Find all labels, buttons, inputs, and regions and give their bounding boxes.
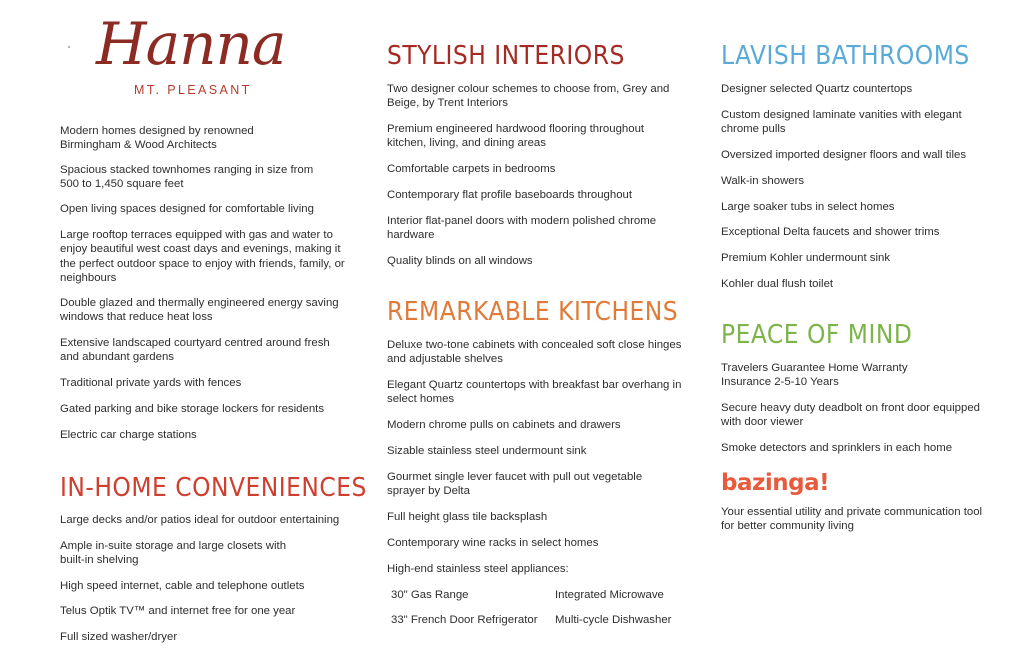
logo-location: MT. PLEASANT — [134, 83, 252, 97]
interior-item: Contemporary flat profile baseboards throughout — [387, 189, 633, 201]
bazinga-description: Your essential utility and private communication tool for better community living — [721, 506, 983, 533]
interior-item: Premium engineered hardwood flooring throughout kitchen, living, and dining areas — [387, 123, 645, 150]
feature-item: Extensive landscaped courtyard centred around fresh and abundant gardens — [60, 337, 330, 364]
in-home-conveniences-heading: IN-HOME CONVENIENCES — [60, 473, 367, 503]
peace-item: Secure heavy duty deadbolt on front door equipped with door viewer — [721, 402, 981, 429]
peace-item: Smoke detectors and sprinklers in each home — [721, 442, 953, 454]
convenience-item: Ample in-suite storage and large closets with built-in shelving — [60, 540, 287, 567]
bathroom-item: Walk-in showers — [721, 175, 805, 187]
kitchen-item: Contemporary wine racks in select homes — [387, 537, 599, 549]
lavish-bathrooms-heading: LAVISH BATHROOMS — [721, 41, 970, 71]
convenience-item: Large decks and/or patios ideal for outdoor entertaining — [60, 514, 340, 526]
feature-item: Modern homes designed by renowned Birmingham & Wood Architects — [60, 125, 254, 152]
bathroom-item: Designer selected Quartz countertops — [721, 83, 913, 95]
bathroom-item: Exceptional Delta faucets and shower trims — [721, 226, 940, 238]
feature-item: Gated parking and bike storage lockers for residents — [60, 403, 325, 415]
convenience-item: High speed internet, cable and telephone outlets — [60, 580, 305, 592]
hanna-logo — [96, 8, 286, 104]
bathroom-item: Custom designed laminate vanities with elegant chrome pulls — [721, 109, 962, 136]
interior-item: Quality blinds on all windows — [387, 255, 533, 267]
bathroom-item: Oversized imported designer floors and wall tiles — [721, 149, 967, 161]
peace-of-mind-heading: PEACE OF MIND — [721, 320, 913, 350]
feature-item: Traditional private yards with fences — [60, 377, 242, 389]
interior-item: Interior flat-panel doors with modern polished chrome hardware — [387, 215, 657, 242]
kitchen-item: Modern chrome pulls on cabinets and drawers — [387, 419, 621, 431]
interior-item: Comfortable carpets in bedrooms — [387, 163, 556, 175]
feature-item: Double glazed and thermally engineered energy saving windows that reduce heat loss — [60, 297, 339, 324]
bathroom-item: Kohler dual flush toilet — [721, 278, 834, 290]
peace-item: Travelers Guarantee Home Warranty Insurance 2-5-10 Years — [721, 362, 908, 389]
feature-item: Spacious stacked townhomes ranging in size from 500 to 1,450 square feet — [60, 164, 314, 191]
feature-item: Large rooftop terraces equipped with gas and water to enjoy beautiful west coast days and evenings, making it the perfect outdoor space to enjoy with friends, family, or neighbours — [60, 229, 345, 284]
kitchen-item: Elegant Quartz countertops with breakfast bar overhang in select homes — [387, 379, 682, 406]
appliance-item: 30" Gas Range — [391, 589, 469, 601]
interior-item: Two designer colour schemes to choose from, Grey and Beige, by Trent Interiors — [387, 83, 670, 110]
stray-dot — [68, 46, 70, 48]
convenience-item: Telus Optik TV™ and internet free for one year — [60, 605, 296, 617]
bathroom-item: Premium Kohler undermount sink — [721, 252, 891, 264]
remarkable-kitchens-heading: REMARKABLE KITCHENS — [387, 297, 679, 327]
appliance-item: 33" French Door Refrigerator — [391, 614, 538, 626]
appliance-item: Multi-cycle Dishwasher — [555, 614, 672, 626]
kitchen-item: Sizable stainless steel undermount sink — [387, 445, 587, 457]
feature-item: Open living spaces designed for comfortable living — [60, 203, 314, 215]
kitchen-item: Gourmet single lever faucet with pull out vegetable sprayer by Delta — [387, 471, 643, 498]
bazinga-logo: bazinga! — [721, 470, 830, 496]
logo-wordmark: Hanna — [96, 10, 286, 78]
appliance-item: Integrated Microwave — [555, 589, 664, 601]
feature-item: Electric car charge stations — [60, 429, 197, 441]
kitchen-item: High-end stainless steel appliances: — [387, 563, 569, 575]
kitchen-item: Deluxe two-tone cabinets with concealed soft close hinges and adjustable shelves — [387, 339, 682, 366]
convenience-item: Full sized washer/dryer — [60, 631, 178, 643]
kitchen-item: Full height glass tile backsplash — [387, 511, 548, 523]
stylish-interiors-heading: STYLISH INTERIORS — [387, 41, 625, 71]
bathroom-item: Large soaker tubs in select homes — [721, 201, 895, 213]
